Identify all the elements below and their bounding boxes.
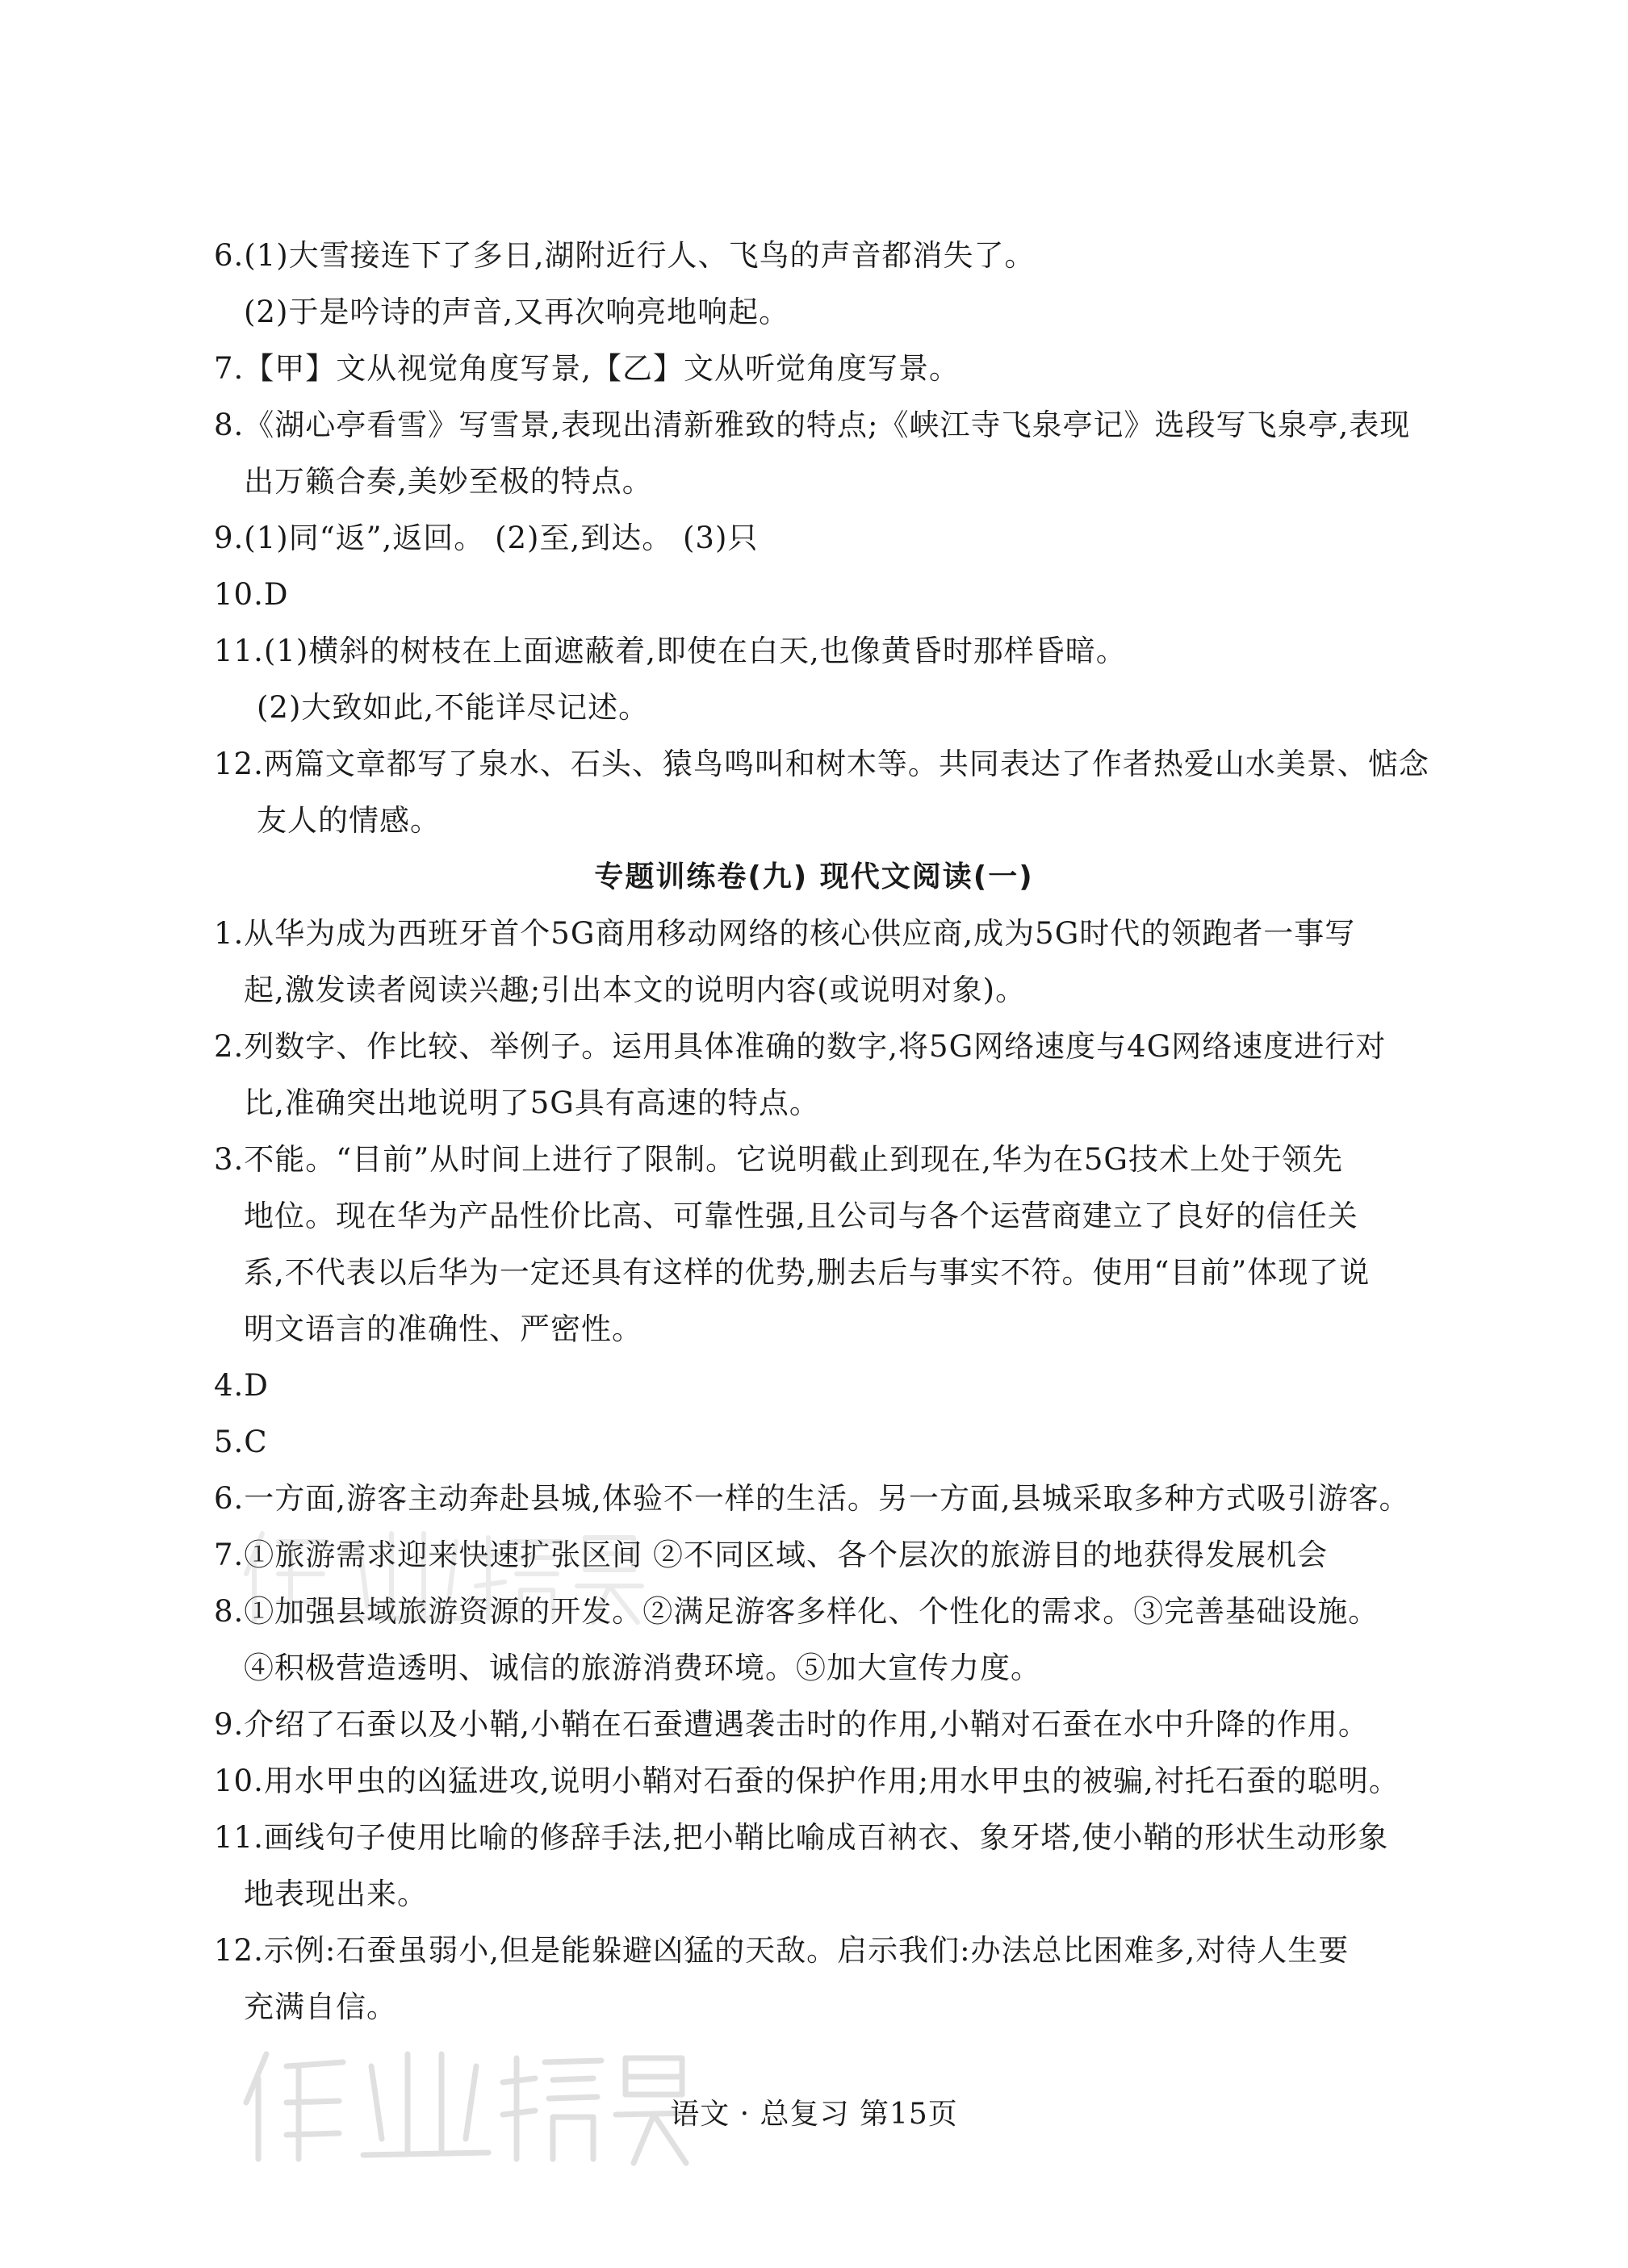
answer-line: 地表现出来。 (244, 1877, 428, 1911)
answer-line: 7.①旅游需求迎来快速扩张区间 ②不同区域、各个层次的旅游目的地获得发展机会 (214, 1538, 1329, 1572)
answer-line: 9.介绍了石蚕以及小鞘,小鞘在石蚕遭遇袭击时的作用,小鞘对石蚕在水中升降的作用。 (214, 1707, 1369, 1742)
watermark-logo (230, 1509, 650, 1638)
answer-line: 7.【甲】文从视觉角度写景,【乙】文从听觉角度写景。 (214, 351, 960, 386)
answer-line: 10.D (214, 577, 289, 612)
answer-line: 8.①加强县域旅游资源的开发。②满足游客多样化、个性化的需求。③完善基础设施。 (214, 1594, 1379, 1629)
answer-line: ④积极营造透明、诚信的旅游消费环境。⑤加大宣传力度。 (244, 1651, 1041, 1685)
answer-line: 5.C (214, 1425, 268, 1459)
answer-line: 9.(1)同“返”,返回。 (2)至,到达。 (3)只 (214, 521, 759, 555)
answer-line: 出万籁合奏,美妙至极的特点。 (244, 464, 653, 499)
answer-line: 起,激发读者阅读兴趣;引出本文的说明内容(或说明对象)。 (244, 973, 1027, 1007)
answer-line: 12.两篇文章都写了泉水、石头、猿鸟鸣叫和树木等。共同表达了作者热爱山水美景、惦念 (214, 747, 1429, 781)
answer-line: 11.(1)横斜的树枝在上面遮蔽着,即使在白天,也像黄昏时那样昏暗。 (214, 634, 1127, 668)
answer-line: (2)于是吟诗的声音,又再次响亮地响起。 (244, 295, 790, 329)
answer-line: 12.示例:石蚕虽弱小,但是能躲避凶猛的天敌。启示我们:办法总比困难多,对待人生要 (214, 1933, 1350, 1968)
answer-line: 明文语言的准确性、严密性。 (244, 1312, 642, 1346)
answer-line: 1.从华为成为西班牙首个5G商用移动网络的核心供应商,成为5G时代的领跑者一事写 (214, 916, 1356, 951)
answer-line: 地位。现在华为产品性价比高、可靠性强,且公司与各个运营商建立了良好的信任关 (244, 1199, 1358, 1233)
answer-line: 4.D (214, 1368, 269, 1403)
answer-line: 2.列数字、作比较、举例子。运用具体准确的数字,将5G网络速度与4G网络速度进行对 (214, 1029, 1387, 1064)
section-title: 专题训练卷(九) 现代文阅读(一) (594, 860, 1034, 893)
answer-line: 充满自信。 (244, 1990, 397, 2024)
answer-line: 6.一方面,游客主动奔赴县城,体验不一样的生活。另一方面,县城采取多种方式吸引游客。 (214, 1481, 1410, 1516)
answer-line: 系,不代表以后华为一定还具有这样的优势,删去后与事实不符。使用“目前”体现了说 (244, 1255, 1371, 1290)
answer-line: 友人的情感。 (257, 803, 441, 838)
answer-line: 8.《湖心亭看雪》写雪景,表现出清新雅致的特点;《峡江寺飞泉亭记》选段写飞泉亭,表现 (214, 408, 1411, 442)
page-footer: 语文 · 总复习 第15页 (670, 2098, 958, 2131)
answer-line: 6.(1)大雪接连下了多日,湖附近行人、飞鸟的声音都消失了。 (214, 238, 1036, 273)
answer-line: 10.用水甲虫的凶猛进攻,说明小鞘对石蚕的保护作用;用水甲虫的被骗,衬托石蚕的聪明。 (214, 1764, 1400, 1798)
answer-line: 3.不能。“目前”从时间上进行了限制。它说明截止到现在,华为在5G技术上处于领先 (214, 1142, 1343, 1177)
answer-line: 比,准确突出地说明了5G具有高速的特点。 (244, 1086, 820, 1120)
answer-line: (2)大致如此,不能详尽记述。 (257, 690, 650, 725)
answer-line: 11.画线句子使用比喻的修辞手法,把小鞘比喻成百衲衣、象牙塔,使小鞘的形状生动形象 (214, 1820, 1389, 1855)
